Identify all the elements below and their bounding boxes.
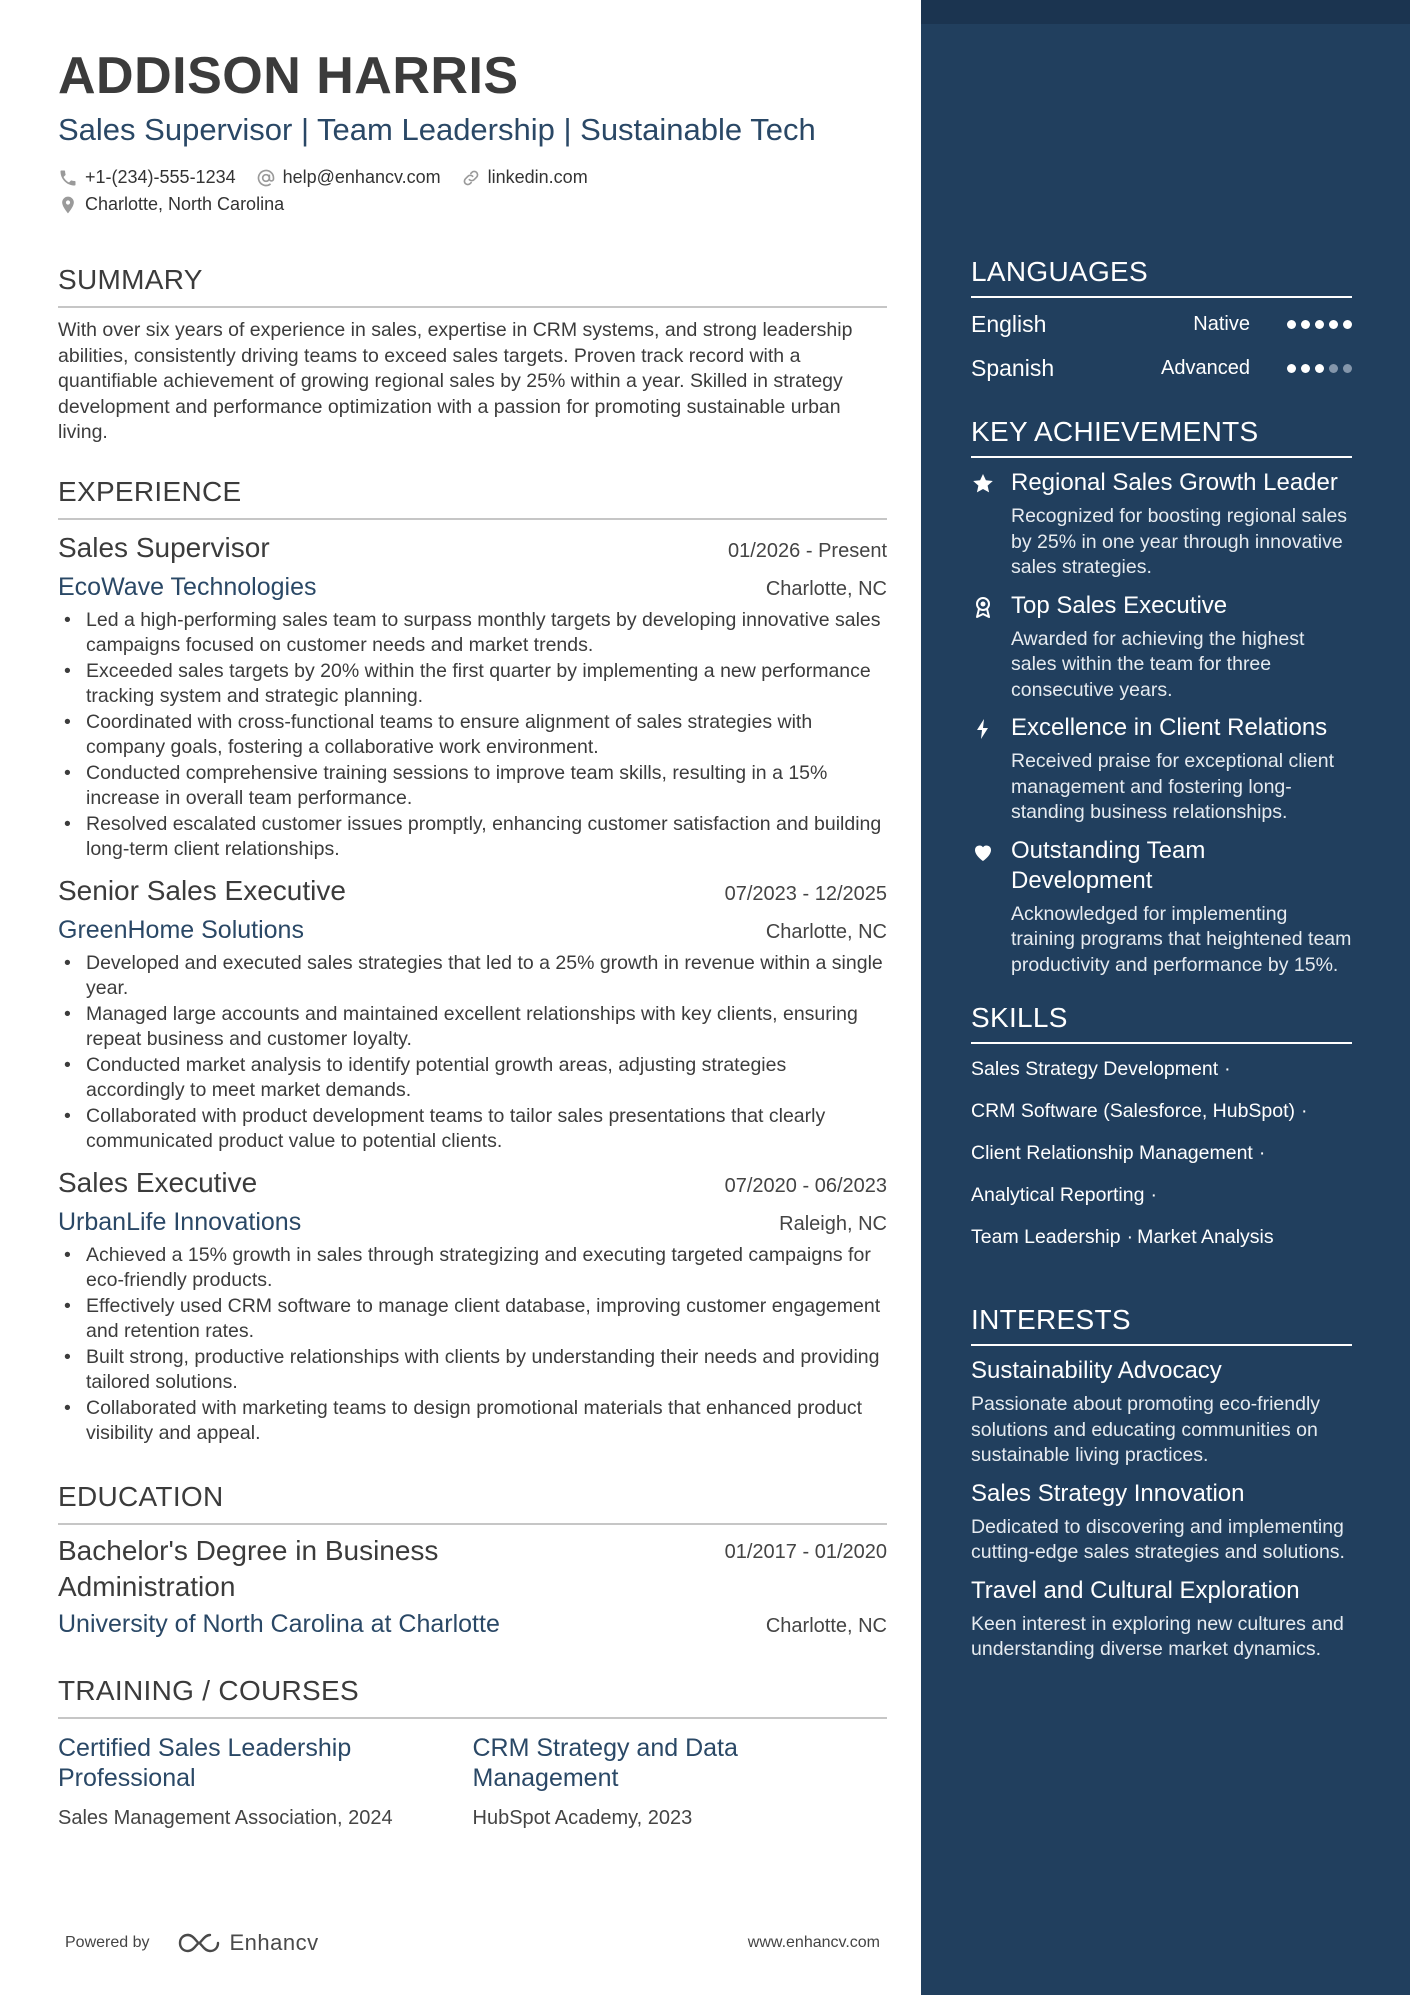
skill-item: Analytical Reporting [971,1184,1145,1206]
skill-item: Sales Strategy Development [971,1058,1219,1080]
job-bullet: • Collaborated with marketing teams to design promotional materials that enhanced product visibility and appeal. [58,1396,887,1447]
school-location: Charlotte, NC [765,1614,887,1637]
sidebar-top-band [921,0,1410,24]
job-bullet: • Coordinated with cross-functional teams to ensure alignment of sales strategies with company goals, fostering a collaborative work environment. [58,710,887,761]
course-provider: HubSpot Academy, 2023 [472,1806,693,1829]
job-bullet: • Effectively used CRM software to manage client database, improving customer engagement and retention rates. [58,1294,887,1345]
job-bullet: • Built strong, productive relationships with clients by understanding their needs and providing tailored solutions. [58,1345,887,1396]
at-icon [256,168,276,188]
job-bullet: • Collaborated with product development teams to tailor sales presentations that clearly communicated product value to potential clients. [58,1104,887,1155]
proficiency-dot-filled [1329,320,1338,329]
job-bullet: • Achieved a 15% growth in sales through strategizing and executing targeted campaigns for eco-friendly products. [58,1243,887,1294]
enhancv-logo-icon [176,1931,222,1955]
summary-text: With over six years of experience in sales, expertise in CRM systems, and strong leadership abilities, consistently driving teams to exceed sales targets. Proven track record with a quantifiable achievement of growing regional sales by 25% within a year. Skilled in strategy development and performance optimization with a passion for promoting sustainable urban living. [58,319,853,443]
job-location: Charlotte, NC [765,920,887,943]
job-title: Senior Sales Executive [58,874,346,906]
training-heading: TRAINING / COURSES [58,1673,887,1719]
language-level: Native [1193,312,1250,335]
award-icon [971,591,1011,704]
proficiency-dot-filled [1315,320,1324,329]
interest-description: Keen interest in exploring new cultures and understanding diverse market dynamics. [971,1612,1344,1660]
job-date: 07/2023 - 12/2025 [724,882,887,905]
skill-separator: · [1224,1058,1231,1080]
job-bullets [58,951,887,1155]
summary-heading: SUMMARY [58,262,887,308]
interest-item [971,1356,1352,1469]
job-bullets [58,1243,887,1447]
achievement-item [971,713,1352,826]
job-title: Sales Executive [58,1166,258,1198]
skills-heading: SKILLS [971,1000,1352,1044]
language-item [971,346,1352,390]
interest-title: Sales Strategy Innovation [971,1479,1245,1507]
location-text: Charlotte, North Carolina [85,194,285,214]
language-level: Advanced [1161,356,1250,379]
language-item [971,302,1352,346]
job-location: Raleigh, NC [779,1212,887,1235]
brand-name: Enhancv [229,1930,319,1955]
proficiency-dot-filled [1287,320,1296,329]
job-bullet: • Conducted market analysis to identify potential growth areas, adjusting strategies accordingly to meet market demands. [58,1053,887,1104]
footer [65,1930,880,1956]
achievement-title: Excellence in Client Relations [1011,714,1328,741]
proficiency-dot-empty [1343,364,1352,373]
linkedin-text: linkedin.com [487,167,588,187]
job-entry [58,1163,887,1447]
bolt-icon [971,713,1011,826]
interests-heading: INTERESTS [971,1302,1352,1346]
course-item [58,1733,473,1830]
job-entry [58,871,887,1155]
proficiency-dots [1282,320,1352,329]
skill-item: CRM Software (Salesforce, HubSpot) [971,1100,1296,1122]
link-icon [461,168,481,188]
interest-description: Dedicated to discovering and implementing cutting-edge sales strategies and solutions. [971,1515,1345,1563]
proficiency-dot-filled [1301,320,1310,329]
job-company: EcoWave Technologies [58,572,317,601]
job-bullet: • Developed and executed sales strategies that led to a 25% growth in revenue within a single year. [58,951,887,1002]
achievements-heading: KEY ACHIEVEMENTS [971,414,1352,458]
achievement-description: Received praise for exceptional client management and fostering long-standing business relationships. [1011,750,1335,823]
proficiency-dot-filled [1287,364,1296,373]
summary-section [58,262,887,446]
location-contact [58,194,284,215]
experience-heading: EXPERIENCE [58,474,887,520]
course-title: Certified Sales Leadership Professional [58,1733,352,1792]
languages-heading: LANGUAGES [971,254,1352,298]
course-title: CRM Strategy and Data Management [472,1733,738,1792]
languages-section [971,254,1352,390]
candidate-name: ADDISON HARRIS [58,47,519,105]
course-item [473,1733,888,1830]
interests-section [971,1302,1352,1663]
interest-title: Travel and Cultural Exploration [971,1576,1300,1604]
education-section [58,1479,887,1641]
skill-separator: · [1301,1100,1308,1122]
email-text: help@enhancv.com [282,167,441,187]
proficiency-dot-filled [1343,320,1352,329]
enhancv-logo[interactable] [176,1930,319,1956]
interest-item [971,1479,1352,1566]
experience-section [58,474,887,1447]
job-title: Sales Supervisor [58,531,270,563]
achievement-description: Recognized for boosting regional sales by 25% in one year through innovative sales strategies. [1011,505,1348,578]
job-date: 07/2020 - 06/2023 [724,1174,887,1197]
email-contact[interactable] [256,167,441,188]
achievement-description: Awarded for achieving the highest sales within the team for three consecutive years. [1011,627,1305,701]
interest-description: Passionate about promoting eco-friendly solutions and educating communities on sustainable living practices. [971,1393,1321,1466]
skill-separator: · [1126,1226,1134,1248]
achievement-item [971,468,1352,581]
school-name: University of North Carolina at Charlotte [58,1609,500,1638]
degree: Bachelor's Degree in Business Administration [58,1534,439,1602]
skill-item: Market Analysis [1137,1226,1274,1248]
skills-section [971,1000,1352,1258]
skill-separator: · [1258,1142,1266,1164]
achievement-title: Top Sales Executive [1011,591,1228,619]
powered-by-label: Powered by [65,1934,150,1951]
job-bullet: • Managed large accounts and maintained excellent relationships with key clients, ensuring repeat business and customer loyalty. [58,1002,887,1053]
job-bullet: • Conducted comprehensive training sessions to improve team skills, resulting in a 15% increase in overall team performance. [58,761,887,812]
phone-text: +1-(234)-555-1234 [85,167,236,187]
headline: Sales Supervisor | Team Leadership | Sustainable Tech [58,112,816,147]
achievement-item [971,591,1352,704]
job-date: 01/2026 - Present [728,539,887,562]
proficiency-dot-filled [1315,364,1324,373]
achievement-description: Acknowledged for implementing training programs that heightened team productivity and performance by 15%. [1011,902,1352,976]
education-date: 01/2017 - 01/2020 [724,1540,887,1563]
job-bullet: • Led a high-performing sales team to surpass monthly targets by developing innovative sales campaigns focused on customer needs and market trends. [58,608,887,659]
proficiency-dots [1282,364,1352,373]
job-bullets [58,608,887,863]
skill-item: Team Leadership [971,1226,1121,1248]
interest-title: Sustainability Advocacy [971,1357,1222,1384]
proficiency-dot-filled [1301,364,1310,373]
skill-item: Client Relationship Management [971,1142,1253,1164]
interest-item [971,1576,1352,1663]
skill-separator: · [1150,1184,1157,1206]
sidebar [921,0,1410,1995]
footer-website[interactable]: www.enhancv.com [747,1934,880,1951]
heart-icon [971,836,1011,979]
job-bullet: • Resolved escalated customer issues promptly, enhancing customer satisfaction and building long-term client relationships. [58,812,887,863]
education-heading: EDUCATION [58,1479,887,1525]
job-bullet: • Exceeded sales targets by 20% within the first quarter by implementing a new performance tracking system and strategic planning. [58,659,887,710]
job-company: GreenHome Solutions [58,915,304,944]
star-icon [971,468,1011,581]
job-company: UrbanLife Innovations [58,1207,302,1236]
proficiency-dot-empty [1329,364,1338,373]
phone-icon [58,168,78,188]
job-entry [58,528,887,863]
achievement-title: Outstanding Team Development [1011,836,1206,894]
achievement-title: Regional Sales Growth Leader [1011,469,1338,496]
language-name: Spanish [971,354,1055,381]
language-name: English [971,310,1047,337]
course-provider: Sales Management Association, 2024 [58,1806,393,1829]
main-column [58,44,887,1830]
job-location: Charlotte, NC [765,577,887,600]
achievements-section [971,414,1352,978]
phone-contact[interactable] [58,167,236,188]
contact-info [58,164,887,218]
linkedin-contact[interactable] [461,167,588,188]
achievement-item [971,836,1352,979]
training-section [58,1673,887,1830]
location-pin-icon [58,195,78,215]
